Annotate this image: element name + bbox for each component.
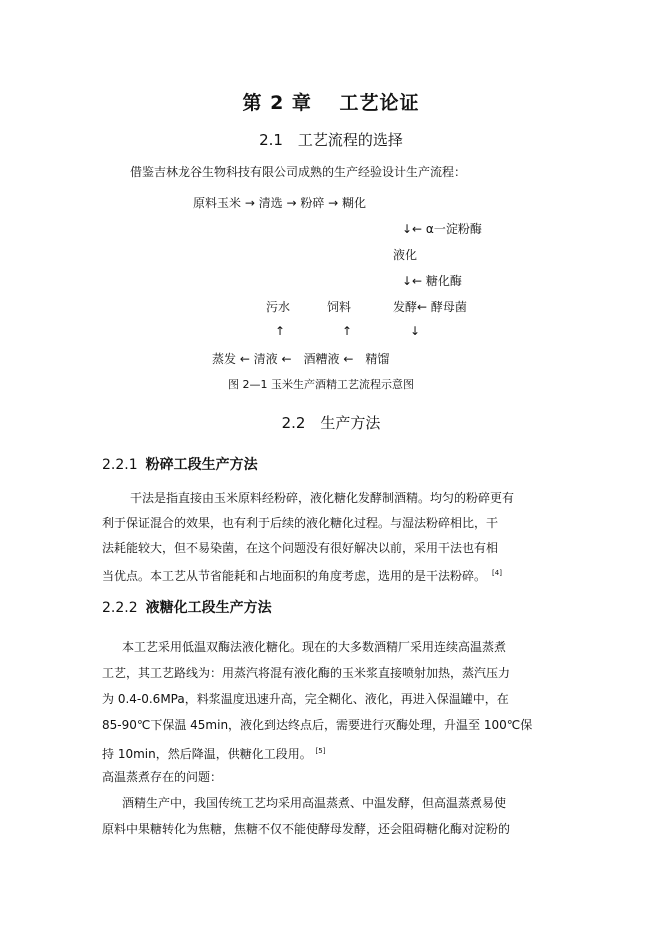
- figure-caption: 图 2—1 玉米生产酒精工艺流程示意图: [228, 378, 414, 391]
- para-line-text: 当优点。本工艺从节省能耗和占地面积的角度考虑，选用的是干法粉碎。: [102, 569, 481, 583]
- flow-intro: 借鉴吉林龙谷生物科技有限公司成熟的生产经验设计生产流程：: [130, 165, 467, 179]
- section-heading-2-2: 2.2 生产方法: [281, 414, 381, 432]
- section-heading-2-1: 2.1 工艺流程的选择: [259, 131, 403, 149]
- para-line: 工艺，其工艺路线为：用蒸汽将混有液化酶的玉米浆直接喷射加热，蒸汽压力: [102, 666, 511, 680]
- citation-5: [5]: [315, 747, 326, 755]
- para-line: [102, 561, 502, 589]
- chapter-title: 第 2 章 工艺论证: [242, 92, 420, 114]
- para-line: 法耗能较大，但不易染菌，在这个问题没有很好解决以前，采用干法也有相: [102, 541, 499, 555]
- flow-row-bottom: 蒸发 ← 清液 ← 酒糟液 ← 精馏: [212, 352, 390, 366]
- para-line: 为 0.4-0.6MPa，料浆温度迅速升高，完全糊化、液化，再进入保温罐中，在: [102, 692, 509, 706]
- flow-enzyme-amylase: ↓← α一淀粉酶: [402, 222, 482, 236]
- para-line: 原料中果糖转化为焦糖，焦糖不仅不能使酵母发酵，还会阻碍糖化酶对淀粉的: [102, 822, 511, 836]
- flow-row-main: 原料玉米 → 清选 → 粉碎 → 糊化: [193, 196, 367, 210]
- subsection-heading-2-2-2: [102, 597, 272, 617]
- flow-arrow-up-2: ↑: [342, 324, 353, 338]
- subsection-title: 液糖化工段生产方法: [145, 600, 272, 616]
- flow-enzyme-glucoamylase: ↓← 糖化酶: [402, 274, 462, 288]
- flow-fermentation: 发酵← 酵母菌: [393, 300, 467, 314]
- para-line: [102, 739, 325, 767]
- subsection-heading-2-2-1: [102, 454, 258, 474]
- flow-arrow-up-1: ↑: [275, 324, 286, 338]
- flow-arrow-down: ↓: [410, 324, 421, 338]
- citation-4: [4]: [492, 569, 502, 577]
- para-line: 利于保证混合的效果，也有利于后续的液化糖化过程。与湿法粉碎相比，干: [102, 516, 499, 530]
- para-line: 干法是指直接由玉米原料经粉碎，液化糖化发酵制酒精。均匀的粉碎更有: [130, 491, 515, 505]
- para-line: 85-90℃下保温 45min，液化到达终点后，需要进行灭酶处理，升温至 100℃保: [102, 718, 533, 732]
- para-line: 本工艺采用低温双酶法液化糖化。现在的大多数酒精厂采用连续高温蒸煮: [122, 640, 507, 654]
- flow-feed: 饲料: [327, 300, 352, 314]
- para-line: 酒精生产中，我国传统工艺均采用高温蒸煮、中温发酵，但高温蒸煮易使: [122, 796, 507, 810]
- subsection-number: 2.2.2: [102, 600, 138, 616]
- subsection-title: 粉碎工段生产方法: [145, 457, 258, 473]
- flow-wastewater: 污水: [266, 300, 291, 314]
- issue-heading: 高温蒸煮存在的问题：: [102, 770, 223, 784]
- subsection-number: 2.2.1: [102, 457, 138, 473]
- para-line-text: 持 10min，然后降温，供糖化工段用。: [102, 747, 312, 761]
- flow-liquefaction: 液化: [393, 248, 418, 262]
